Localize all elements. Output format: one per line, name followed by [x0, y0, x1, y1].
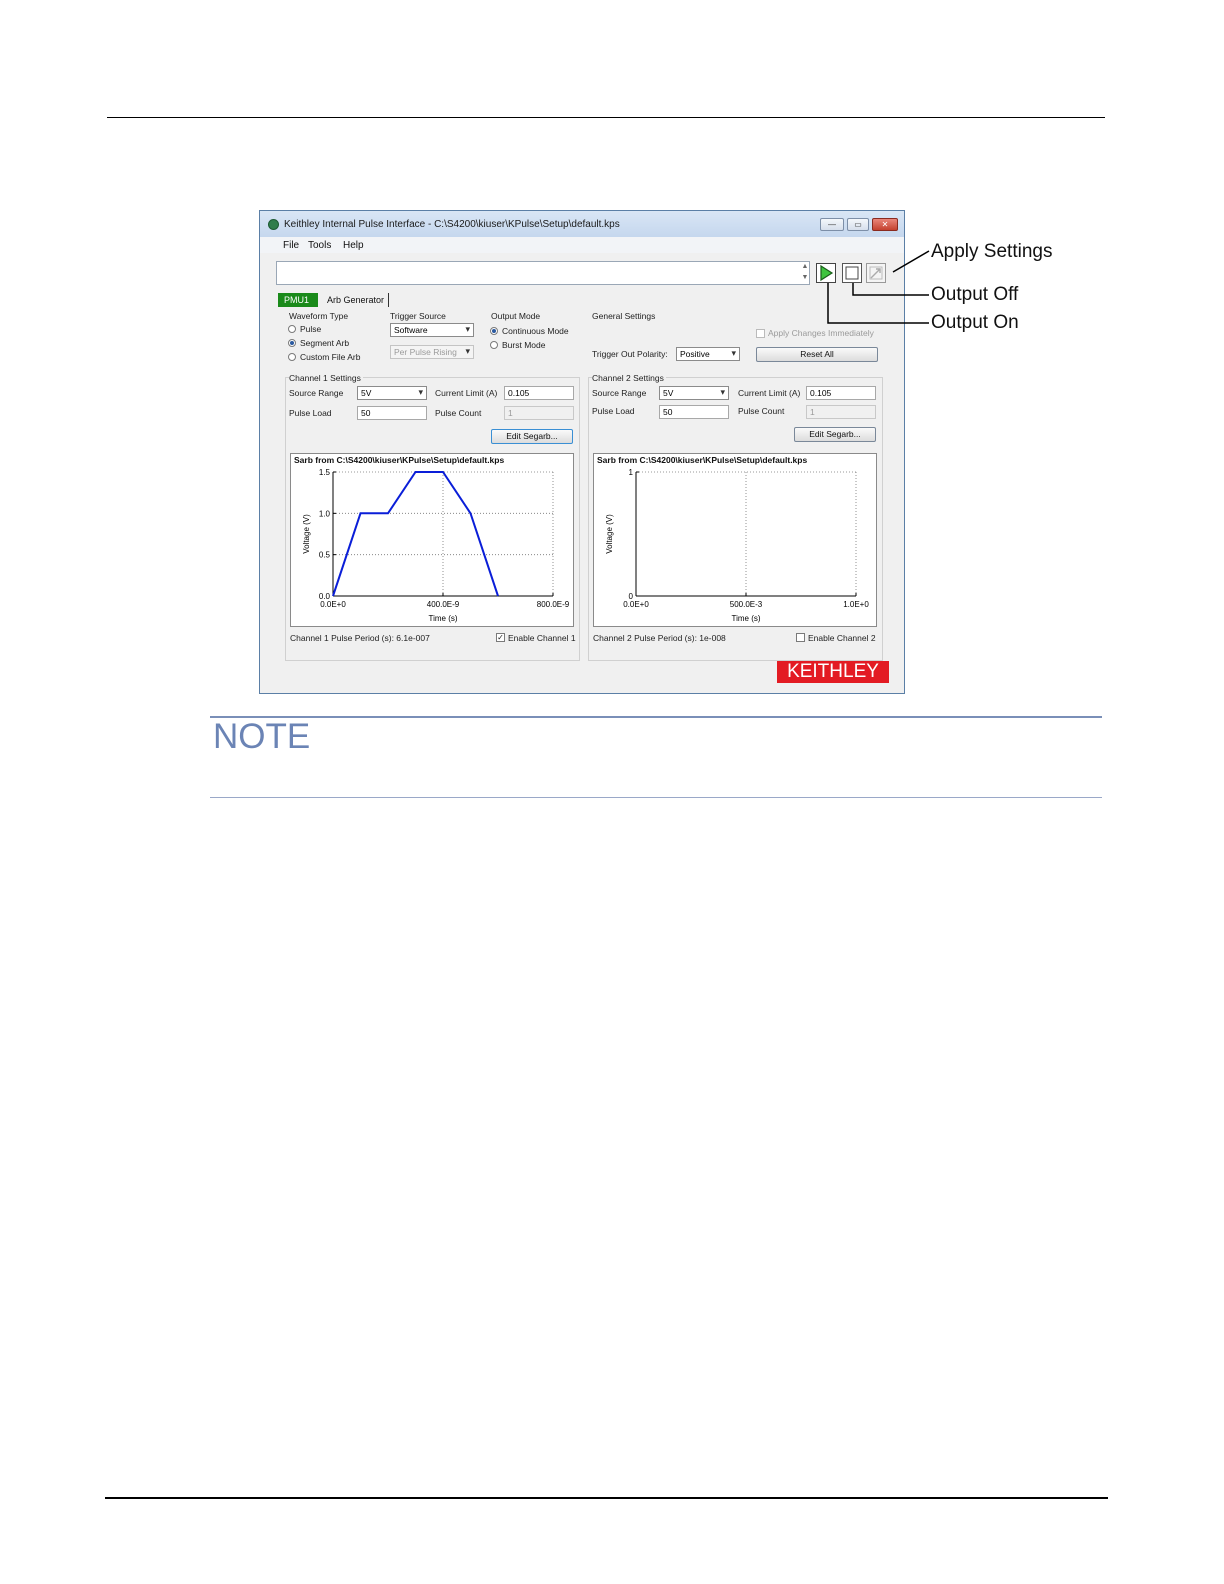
- note-rule-bottom: [210, 797, 1102, 798]
- keithley-logo: KEITHLEY: [777, 661, 889, 683]
- on-callout-line: [828, 283, 929, 323]
- trigger-source-select[interactable]: Software ▾: [390, 323, 474, 337]
- ch2-period-label: Channel 2 Pulse Period (s): 1e-008: [593, 633, 726, 643]
- ch1-pulse-count-input[interactable]: 1: [504, 406, 574, 420]
- header-rule: [107, 117, 1105, 118]
- ch1-y-tick-label: 1.0: [318, 509, 330, 519]
- spin-down-icon[interactable]: ▼: [801, 274, 809, 281]
- ch1-source-range-select[interactable]: 5V ▾: [357, 386, 427, 400]
- ch2-x-tick-label: 500.0E-3: [729, 600, 763, 609]
- ch2-pulse-load-label: Pulse Load: [592, 406, 635, 416]
- ch1-plot-title: Sarb from C:\S4200\kiuser\KPulse\Setup\default.kps: [294, 455, 505, 465]
- callout-output-on: Output On: [931, 312, 1019, 333]
- reset-all-button[interactable]: Reset All: [756, 347, 878, 362]
- radio-burst-mode-label: Burst Mode: [502, 340, 546, 350]
- ch1-pulse-load-input[interactable]: 50: [357, 406, 427, 420]
- ch1-y-tick-label: 0.5: [318, 550, 330, 560]
- ch2-plot-title: Sarb from C:\S4200\kiuser\KPulse\Setup\default.kps: [597, 455, 808, 465]
- ch2-current-limit-input[interactable]: 0.105: [806, 386, 876, 400]
- radio-custom-file-arb-label: Custom File Arb: [300, 352, 361, 362]
- ch2-y-tick-label: 1: [628, 468, 633, 477]
- ch1-pulse-load-label: Pulse Load: [289, 408, 332, 418]
- trigger-source-heading: Trigger Source: [390, 311, 446, 321]
- output-mode-heading: Output Mode: [491, 311, 541, 321]
- radio-pulse-label: Pulse: [300, 324, 322, 334]
- ch1-y-tick-label: 0.0: [318, 592, 330, 601]
- ch1-x-axis-label: Time (s): [428, 614, 458, 623]
- ch2-enable-label: Enable Channel 2: [808, 633, 876, 643]
- radio-continuous-mode-label: Continuous Mode: [502, 326, 569, 336]
- waveform-type-heading: Waveform Type: [289, 311, 349, 321]
- trigger-edge-select[interactable]: Per Pulse Rising ▾: [390, 345, 474, 359]
- note-rule-top: [210, 716, 1102, 718]
- maximize-button[interactable]: ▭: [847, 218, 869, 231]
- ch1-current-limit-label: Current Limit (A): [435, 388, 498, 398]
- close-button[interactable]: ✕: [872, 218, 898, 231]
- apply-callout-line: [893, 251, 929, 272]
- ch2-x-tick-label: 0.0E+0: [623, 600, 649, 609]
- ch1-x-tick-label: 0.0E+0: [320, 600, 346, 609]
- trigger-out-polarity-label: Trigger Out Polarity:: [592, 349, 668, 359]
- ch1-y-tick-label: 1.5: [318, 468, 330, 477]
- ch2-y-axis-label: Voltage (V): [605, 514, 614, 554]
- ch1-x-tick-label: 800.0E-9: [536, 600, 570, 609]
- ch2-current-limit-label: Current Limit (A): [738, 388, 801, 398]
- trigger-out-polarity-select[interactable]: Positive ▾: [676, 347, 740, 361]
- tab-pmu1[interactable]: PMU1: [278, 293, 318, 307]
- menu-file[interactable]: File: [283, 240, 300, 251]
- menu-tools[interactable]: Tools: [308, 240, 332, 251]
- callout-apply-settings: Apply Settings: [931, 241, 1053, 262]
- ch1-source-range-label: Source Range: [289, 388, 344, 398]
- channel1-heading: Channel 1 Settings: [289, 373, 361, 383]
- general-settings-heading: General Settings: [592, 311, 656, 321]
- ch1-enable-label: Enable Channel 1: [508, 633, 576, 643]
- ch2-source-range-select[interactable]: 5V ▾: [659, 386, 729, 400]
- minimize-button[interactable]: —: [820, 218, 844, 231]
- channel2-heading: Channel 2 Settings: [592, 373, 664, 383]
- ch2-edit-segarb-button[interactable]: Edit Segarb...: [794, 427, 876, 442]
- ch1-edit-segarb-button[interactable]: Edit Segarb...: [491, 429, 573, 444]
- tab-arb-generator[interactable]: Arb Generator: [327, 295, 385, 305]
- ch2-pulse-load-input[interactable]: 50: [659, 405, 729, 419]
- ch1-enable-checkbox[interactable]: ✓: [497, 633, 504, 642]
- radio-segment-arb-label: Segment Arb: [300, 338, 350, 348]
- ch2-x-axis-label: Time (s): [731, 614, 761, 623]
- off-callout-line: [853, 283, 929, 295]
- ch2-enable-checkbox[interactable]: [796, 633, 805, 642]
- ch2-y-tick-label: 0: [628, 592, 633, 601]
- ch2-pulse-count-label: Pulse Count: [738, 406, 785, 416]
- ch2-x-tick-label: 1.0E+0: [843, 600, 869, 609]
- menu-help[interactable]: Help: [343, 240, 364, 251]
- ch2-source-range-label: Source Range: [592, 388, 647, 398]
- window-title: Keithley Internal Pulse Interface - C:\S4200\kiuser\KPulse\Setup\default.kps: [284, 219, 620, 230]
- ch1-current-limit-input[interactable]: 0.105: [504, 386, 574, 400]
- footer-rule: [105, 1497, 1108, 1499]
- ch1-x-tick-label: 400.0E-9: [426, 600, 460, 609]
- apply-immediately-label: Apply Changes Immediately: [768, 328, 874, 338]
- ch1-period-label: Channel 1 Pulse Period (s): 6.1e-007: [290, 633, 430, 643]
- ch1-y-axis-label: Voltage (V): [302, 514, 311, 554]
- callout-output-off: Output Off: [931, 284, 1019, 305]
- spin-up-icon[interactable]: ▲: [801, 263, 809, 270]
- note-heading: NOTE: [213, 717, 311, 756]
- ch1-pulse-count-label: Pulse Count: [435, 408, 482, 418]
- ch2-pulse-count-input[interactable]: 1: [806, 405, 876, 419]
